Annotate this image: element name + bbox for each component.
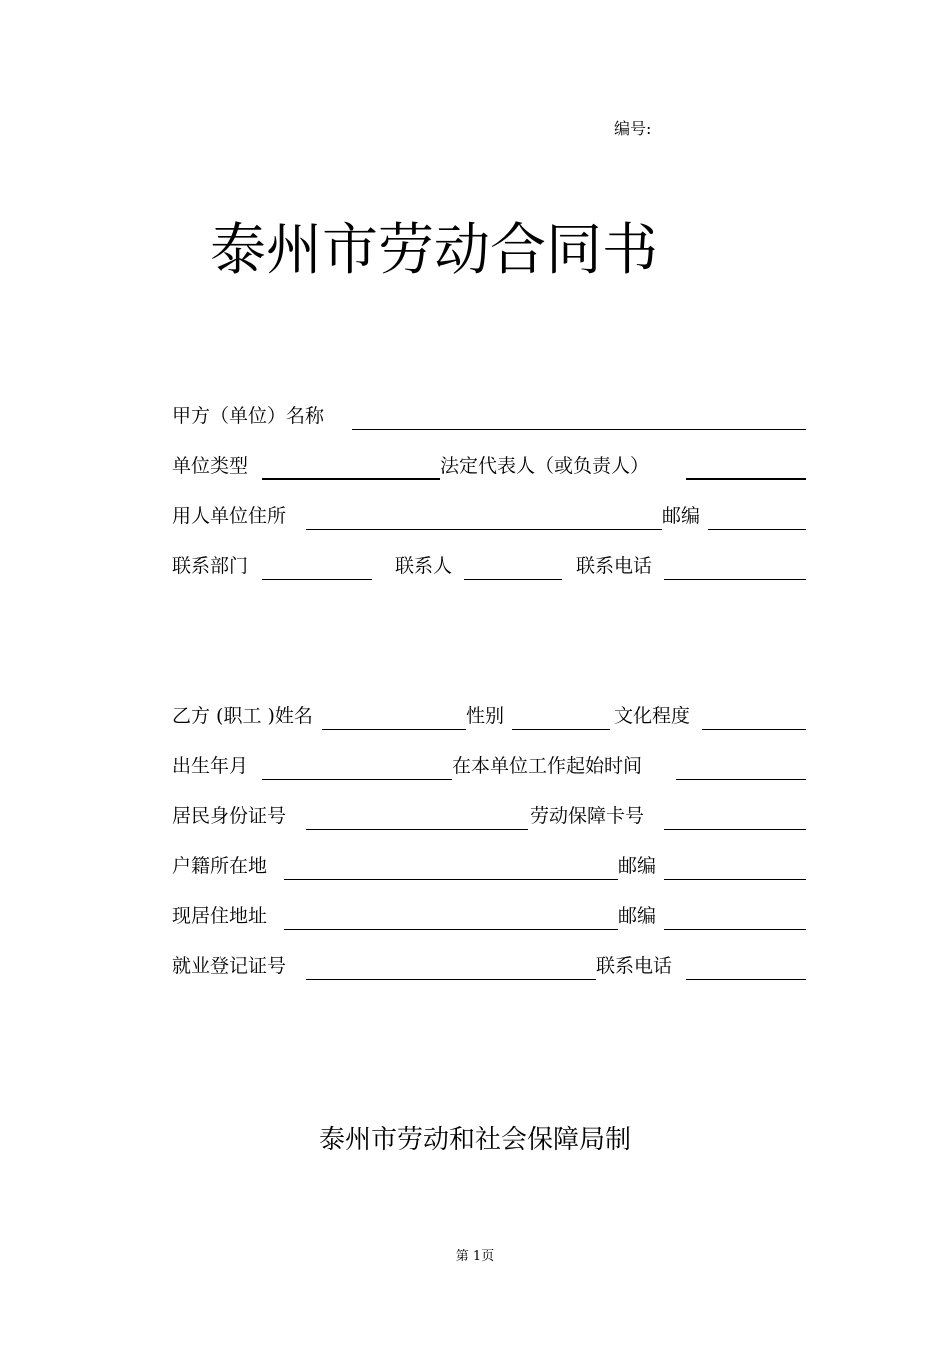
residence-field[interactable] bbox=[284, 929, 618, 930]
birth-date-label: 出生年月 bbox=[172, 755, 249, 777]
unit-postcode-field[interactable] bbox=[708, 529, 806, 530]
employee-phone-label: 联系电话 bbox=[596, 955, 673, 977]
party-a-address-row bbox=[172, 500, 806, 530]
residence-label: 现居住地址 bbox=[172, 905, 268, 927]
residence-postcode-label: 邮编 bbox=[618, 905, 657, 927]
party-a-contact-row bbox=[172, 550, 806, 580]
unit-address-field[interactable] bbox=[306, 529, 662, 530]
party-a-name-field[interactable] bbox=[352, 429, 806, 430]
party-b-residence-row bbox=[172, 900, 806, 930]
unit-phone-label: 联系电话 bbox=[576, 555, 653, 577]
unit-type-field[interactable] bbox=[262, 478, 440, 480]
labor-card-field[interactable] bbox=[664, 829, 806, 830]
party-b-household-row bbox=[172, 850, 806, 880]
household-postcode-label: 邮编 bbox=[618, 855, 657, 877]
household-postcode-field[interactable] bbox=[664, 879, 806, 880]
id-number-label: 居民身份证号 bbox=[172, 805, 287, 827]
employee-name-field[interactable] bbox=[322, 729, 466, 730]
id-number-field[interactable] bbox=[306, 829, 528, 830]
issuing-authority: 泰州市劳动和社会保障局制 bbox=[318, 1125, 631, 1155]
legal-rep-field[interactable] bbox=[686, 478, 806, 480]
unit-type-label: 单位类型 bbox=[172, 455, 249, 477]
legal-rep-label: 法定代表人（或负责人） bbox=[440, 455, 650, 477]
contact-dept-field[interactable] bbox=[262, 579, 372, 580]
gender-label: 性别 bbox=[466, 705, 505, 727]
unit-phone-field[interactable] bbox=[664, 579, 806, 580]
page-number: 第 1页 bbox=[455, 1249, 495, 1264]
document-title: 泰州市劳动合同书 bbox=[210, 218, 658, 283]
employee-phone-field[interactable] bbox=[686, 979, 806, 980]
contact-dept-label: 联系部门 bbox=[172, 555, 249, 577]
education-label: 文化程度 bbox=[614, 705, 691, 727]
party-b-id-row bbox=[172, 800, 806, 830]
household-field[interactable] bbox=[284, 879, 618, 880]
contact-person-field[interactable] bbox=[464, 579, 562, 580]
gender-field[interactable] bbox=[512, 729, 610, 730]
residence-postcode-field[interactable] bbox=[664, 929, 806, 930]
serial-number-label: 编号: bbox=[614, 119, 652, 138]
work-start-label: 在本单位工作起始时间 bbox=[452, 755, 643, 777]
party-a-name-label: 甲方（单位）名称 bbox=[172, 405, 325, 427]
employee-name-label: 乙方 (职工 )姓名 bbox=[172, 705, 313, 727]
contact-person-label: 联系人 bbox=[395, 555, 453, 577]
education-field[interactable] bbox=[702, 729, 806, 730]
party-b-employment-row bbox=[172, 950, 806, 980]
unit-postcode-label: 邮编 bbox=[662, 505, 701, 527]
labor-card-label: 劳动保障卡号 bbox=[530, 805, 645, 827]
employment-reg-label: 就业登记证号 bbox=[172, 955, 287, 977]
party-a-name-row bbox=[172, 400, 806, 430]
party-b-birth-row bbox=[172, 750, 806, 780]
party-a-type-row bbox=[172, 450, 806, 480]
household-label: 户籍所在地 bbox=[172, 855, 268, 877]
birth-date-field[interactable] bbox=[262, 779, 452, 780]
unit-address-label: 用人单位住所 bbox=[172, 505, 287, 527]
party-b-name-row bbox=[172, 700, 806, 730]
employment-reg-field[interactable] bbox=[306, 979, 596, 980]
work-start-field[interactable] bbox=[676, 779, 806, 780]
